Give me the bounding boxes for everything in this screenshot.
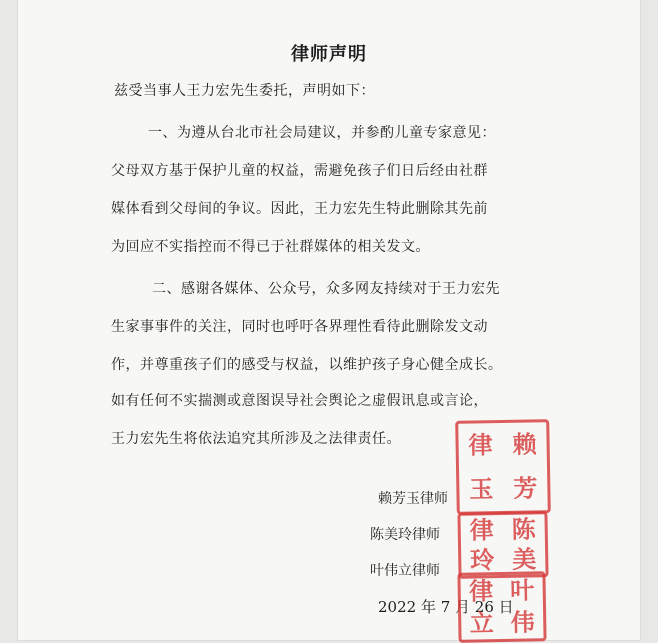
signature-ye: 叶伟立律师 [370, 563, 440, 579]
paragraph-2-line-2: 生家事事件的关注，同时也呼吁各界理性看待此删除发文动 [111, 319, 488, 335]
signature-chen: 陈美玲律师 [370, 527, 440, 543]
seal-chen: 律 陈 玲 美 [457, 511, 548, 579]
opening-line: 兹受当事人王力宏先生委托，声明如下： [114, 83, 375, 99]
seal-lai: 律 赖 玉 芳 [455, 419, 551, 515]
paragraph-1-line-1: 一、为遵从台北市社会局建议，并参酌儿童专家意见： [148, 125, 496, 141]
paragraph-2-line-1: 二、感谢各媒体、公众号，众多网友持续对于王力宏先 [152, 281, 500, 297]
signature-lai: 赖芳玉律师 [378, 491, 448, 507]
paragraph-2-line-4: 如有任何不实揣测或意图误导社会舆论之虚假讯息或言论， [111, 393, 488, 409]
paragraph-2-line-5: 王力宏先生将依法追究其所涉及之法律责任。 [111, 431, 401, 447]
paragraph-2-line-3: 作，并尊重孩子们的感受与权益，以维护孩子身心健全成长。 [111, 357, 503, 373]
seal-ye: 律 叶 立 伟 [457, 571, 546, 643]
paragraph-1-line-2: 父母双方基于保护儿童的权益，需避免孩子们日后经由社群 [111, 163, 488, 179]
statement-page [18, 0, 640, 640]
paragraph-1-line-3: 媒体看到父母间的争议。因此，王力宏先生特此删除其先前 [111, 201, 488, 217]
document-date: 2022 年 7 月 26 日 [378, 598, 514, 616]
document-title: 律师声明 [291, 44, 367, 65]
paragraph-1-line-4: 为回应不实指控而不得已于社群媒体的相关发文。 [111, 239, 430, 255]
